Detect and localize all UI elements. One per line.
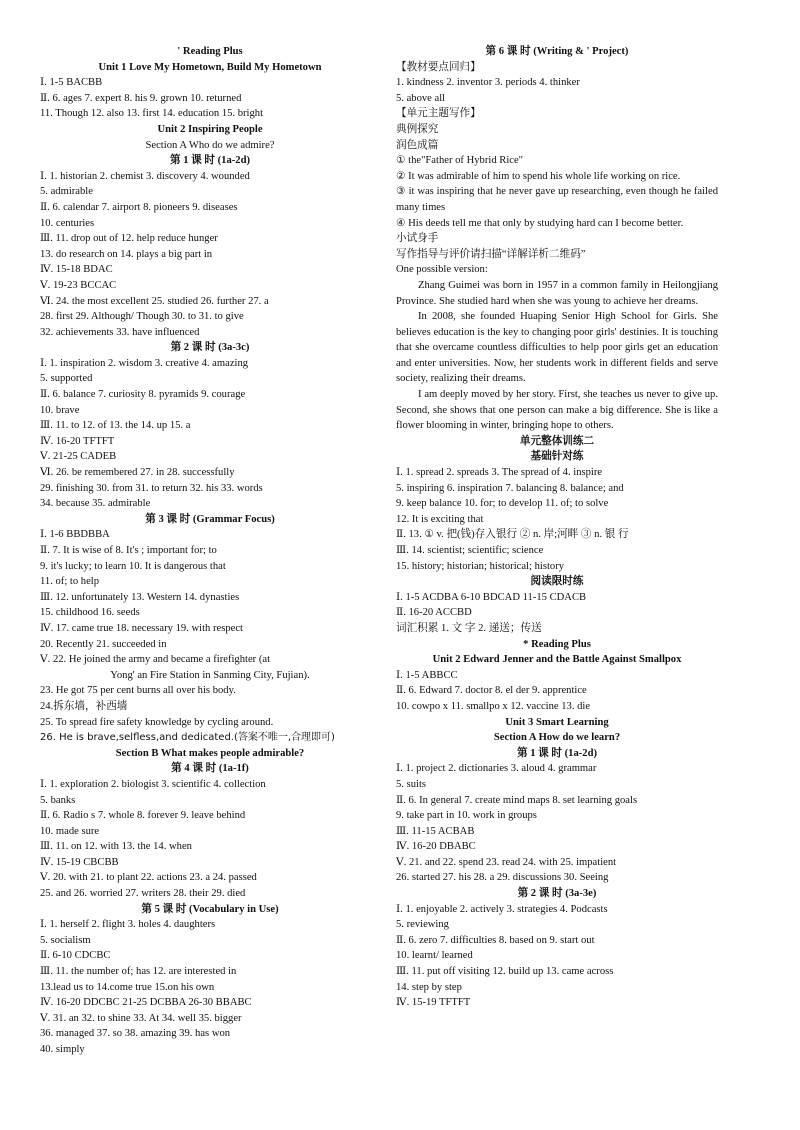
answer-line: Ⅴ. 21-25 CADEB bbox=[40, 451, 117, 463]
answer-line: Ⅰ. 1. exploration 2. biologist 3. scientific 4. collection bbox=[40, 778, 266, 790]
section-heading: * Reading Plus bbox=[523, 638, 591, 650]
answer-line: 5. admirable bbox=[40, 186, 93, 198]
answer-line: 24.拆东墙，补西墙 bbox=[40, 700, 128, 712]
answer-line: 9. keep balance 10. for; to develop 11. of; to solve bbox=[396, 498, 609, 510]
answer-line: Zhang Guimei was born in 1957 in a common family in Heilongjiang Province. She studied hard when she was young to achieve her dreams. bbox=[396, 279, 718, 307]
answer-line: 29. finishing 30. from 31. to return 32. his 33. words bbox=[40, 482, 263, 494]
answer-line: 5. above all bbox=[396, 92, 446, 104]
answer-line: Ⅱ. 6. zero 7. difficulties 8. based on 9. start out bbox=[396, 934, 595, 946]
answer-line: Ⅰ. 1. herself 2. flight 3. holes 4. daughters bbox=[40, 919, 216, 931]
answer-line: 10. learnt/ learned bbox=[396, 950, 473, 962]
answer-line: Ⅴ. 19-23 BCCAC bbox=[40, 279, 117, 291]
answer-line: Ⅰ. 1. historian 2. chemist 3. discovery 4. wounded bbox=[40, 170, 250, 182]
answer-line: Ⅲ. 14. scientist; scientific; science bbox=[396, 545, 544, 556]
answer-line: Ⅴ. 31. an 32. to shine 33. At 34. well 35. bigger bbox=[40, 1012, 242, 1024]
answer-line: Ⅱ. 6. In general 7. create mind maps 8. set learning goals bbox=[396, 794, 638, 806]
answer-line: Ⅲ. 11. on 12. with 13. the 14. when bbox=[40, 841, 192, 853]
answer-line: Ⅳ. 16-20 DBABC bbox=[396, 841, 476, 853]
answer-line: 5. reviewing bbox=[396, 919, 449, 931]
answer-line: In 2008, she founded Huaping Senior High School for Girls. She believes education is the key to changing poor girls' destinies. It is touching that she overcame countless difficulties to help poor girls get an education and enter universities. Now, her students work in different fields and serve society, realizing their dreams. bbox=[396, 311, 718, 385]
answer-line: Ⅵ. 26. be remembered 27. in 28. successfully bbox=[40, 467, 235, 479]
answer-line: Ⅴ. 22. He joined the army and became a firefighter (at bbox=[40, 654, 271, 666]
answer-line: 32. achievements 33. have influenced bbox=[40, 326, 200, 338]
section-heading: Section A How do we learn? bbox=[493, 732, 621, 744]
answer-line: 9. it's lucky; to learn 10. It is dangerous that bbox=[40, 560, 226, 572]
section-heading: 第 1 课 时 (1a-2d) bbox=[516, 747, 598, 759]
answer-line: Ⅵ. 24. the most excellent 25. studied 26. further 27. a bbox=[40, 295, 269, 307]
answer-line: 小试身手 bbox=[396, 233, 439, 245]
answer-line: ① the"Father of Hybrid Rice" bbox=[396, 155, 523, 167]
answer-line: 5. banks bbox=[40, 794, 76, 806]
answer-line: Ⅰ. 1-5 ACDBA 6-10 BDCAD 11-15 CDACB bbox=[396, 591, 587, 603]
section-heading: Unit 2 Edward Jenner and the Battle Against Smallpox bbox=[432, 654, 682, 666]
answer-line: 25. To spread fire safety knowledge by cycling around. bbox=[40, 716, 274, 728]
answer-line: 12. It is exciting that bbox=[396, 513, 484, 525]
answer-line: Ⅱ. 7. It is wise of 8. It's ; important for; to bbox=[40, 545, 217, 556]
section-heading: 第 3 课 时 (Grammar Focus) bbox=[145, 513, 275, 525]
answer-line: Ⅳ. 17. came true 18. necessary 19. with respect bbox=[40, 622, 243, 634]
answer-line: 11. of; to help bbox=[40, 576, 100, 588]
answer-line: Ⅰ. 1. enjoyable 2. actively 3. strategies 4. Podcasts bbox=[396, 903, 608, 915]
answer-line: Ⅳ. 16-20 DDCBC 21-25 DCBBA 26-30 BBABC bbox=[40, 997, 252, 1009]
section-heading: 单元整体训练二 bbox=[519, 435, 595, 447]
answer-line: Ⅱ. 6-10 CDCBC bbox=[40, 950, 111, 962]
answer-line: 10. centuries bbox=[40, 217, 95, 229]
answer-line: Ⅲ. 11. to 12. of 13. the 14. up 15. a bbox=[40, 420, 191, 432]
answer-line: Ⅰ. 1. inspiration 2. wisdom 3. creative 4. amazing bbox=[40, 357, 249, 369]
answer-line: Ⅱ. 6. calendar 7. airport 8. pioneers 9. diseases bbox=[40, 201, 238, 213]
answer-line: Ⅰ. 1. project 2. dictionaries 3. aloud 4. grammar bbox=[396, 763, 597, 775]
answer-line: Ⅴ. 21. and 22. spend 23. read 24. with 25. impatient bbox=[396, 856, 617, 868]
answer-line: Ⅳ. 15-19 CBCBB bbox=[40, 856, 119, 868]
answer-line: 15. history; historian; historical; history bbox=[396, 560, 565, 572]
answer-line: 14. step by step bbox=[396, 981, 462, 993]
right-column bbox=[396, 44, 718, 1011]
answer-line: Ⅱ. 6. Radio s 7. whole 8. forever 9. leave behind bbox=[40, 810, 246, 822]
answer-line: 9. take part in 10. work in groups bbox=[396, 810, 537, 822]
answer-line: Ⅱ. 6. ages 7. expert 8. his 9. grown 10. returned bbox=[40, 92, 242, 104]
section-heading: 第 6 课 时 (Writing & ' Project) bbox=[485, 46, 629, 57]
answer-line: Ⅰ. 1-5 ABBCC bbox=[396, 669, 458, 681]
answer-line: 13. do research on 14. plays a big part in bbox=[40, 248, 213, 260]
answer-line: Ⅰ. 1. spread 2. spreads 3. The spread of 4. inspire bbox=[396, 467, 603, 479]
answer-line: Ⅳ. 16-20 TFTFT bbox=[40, 435, 115, 447]
answer-line: Ⅲ. 11-15 ACBAB bbox=[396, 825, 475, 837]
answer-line: Yong' an Fire Station in Sanming City, Fujian). bbox=[110, 669, 310, 681]
answer-line: 润色成篇 bbox=[396, 139, 439, 151]
answer-line: Ⅱ. 6. balance 7. curiosity 8. pyramids 9. courage bbox=[40, 389, 246, 401]
answer-line: One possible version: bbox=[396, 264, 488, 276]
answer-line: 13.lead us to 14.come true 15.on his own bbox=[40, 981, 215, 993]
answer-line: Ⅳ. 15-18 BDAC bbox=[40, 264, 113, 276]
answer-line: 11. Though 12. also 13. first 14. education 15. bright bbox=[40, 108, 264, 120]
answer-line: 26. He is brave,selfless,and dedicated.(答案不唯一,合理即可) bbox=[40, 732, 335, 744]
section-heading: Unit 2 Inspiring People bbox=[157, 123, 263, 135]
answer-line: 20. Recently 21. succeeded in bbox=[40, 638, 167, 650]
answer-line: Ⅱ. 16-20 ACCBD bbox=[396, 607, 472, 619]
section-heading: 第 5 课 时 (Vocabulary in Use) bbox=[141, 903, 279, 915]
answer-line: 词汇积累 1. 文 字 2. 递送；传送 bbox=[396, 622, 542, 634]
answer-line: 25. and 26. worried 27. writers 28. their 29. died bbox=[40, 888, 246, 900]
answer-line: 23. He got 75 per cent burns all over his body. bbox=[40, 685, 236, 697]
answer-line: 5. inspiring 6. inspiration 7. balancing 8. balance; and bbox=[396, 482, 624, 494]
answer-line: ④ His deeds tell me that only by studying hard can I become better. bbox=[396, 217, 684, 229]
answer-line: 【单元主题写作】 bbox=[396, 108, 481, 120]
answer-line: 【教材要点回归】 bbox=[396, 61, 481, 73]
section-heading: Section B What makes people admirable? bbox=[115, 747, 305, 759]
answer-line: ② It was admirable of him to spend his whole life working on rice. bbox=[396, 170, 681, 182]
answer-line: 典例探究 bbox=[396, 123, 439, 135]
section-heading: Unit 1 Love My Hometown, Build My Hometown bbox=[98, 61, 322, 73]
answer-line: 40. simply bbox=[40, 1044, 85, 1055]
answer-line: 5. suits bbox=[396, 778, 427, 790]
section-heading: 阅读限时练 bbox=[530, 576, 584, 588]
answer-line: 15. childhood 16. seeds bbox=[40, 607, 140, 619]
section-heading: 基础针对练 bbox=[530, 451, 584, 463]
answer-line: Ⅲ. 11. put off visiting 12. build up 13. came across bbox=[396, 966, 614, 978]
answer-line: Ⅴ. 20. with 21. to plant 22. actions 23. a 24. passed bbox=[40, 872, 257, 884]
section-heading: 第 2 课 时 (3a-3c) bbox=[170, 342, 250, 354]
answer-line: Ⅲ. 12. unfortunately 13. Western 14. dynasties bbox=[40, 591, 240, 603]
answer-line: 10. made sure bbox=[40, 825, 100, 837]
answer-line: 5. socialism bbox=[40, 934, 91, 946]
section-heading: 第 1 课 时 (1a-2d) bbox=[169, 155, 251, 167]
section-heading: ' Reading Plus bbox=[177, 46, 243, 57]
answer-line: Section A Who do we admire? bbox=[145, 139, 275, 151]
answer-line: 28. first 29. Although/ Though 30. to 31. to give bbox=[40, 311, 244, 323]
answer-line: 36. managed 37. so 38. amazing 39. has won bbox=[40, 1028, 231, 1040]
answer-line: ③ it was inspiring that he never gave up researching, even though he failed many times bbox=[396, 186, 718, 213]
answer-line: I am deeply moved by her story. First, she teaches us never to give up. Second, she shows that one person can make a big difference. She is like a flower blooming in winter, bringing hope to others. bbox=[396, 389, 718, 432]
answer-line: 写作指导与评价请扫描“详解详析二维码” bbox=[396, 248, 586, 260]
answer-line: 26. started 27. his 28. a 29. discussions 30. Seeing bbox=[396, 872, 609, 884]
answer-line: 10. cowpo x 11. smallpo x 12. vaccine 13. die bbox=[396, 700, 591, 712]
answer-line: Ⅲ. 11. drop out of 12. help reduce hunger bbox=[40, 233, 218, 245]
section-heading: 第 4 课 时 (1a-1f) bbox=[171, 763, 249, 775]
section-heading: 第 2 课 时 (3a-3e) bbox=[517, 888, 597, 900]
left-column bbox=[40, 44, 380, 1058]
answer-line: 1. kindness 2. inventor 3. periods 4. thinker bbox=[396, 77, 580, 89]
answer-line: Ⅳ. 15-19 TFTFT bbox=[396, 997, 471, 1009]
answer-line: 5. supported bbox=[40, 373, 93, 385]
answer-line: Ⅰ. 1-6 BBDBBA bbox=[40, 529, 110, 541]
answer-line: 10. brave bbox=[40, 404, 80, 416]
answer-line: Ⅱ. 6. Edward 7. doctor 8. el der 9. apprentice bbox=[396, 685, 587, 697]
section-heading: Unit 3 Smart Learning bbox=[505, 716, 609, 728]
answer-line: 34. because 35. admirable bbox=[40, 498, 151, 510]
answer-line: Ⅰ. 1-5 BACBB bbox=[40, 77, 103, 89]
answer-line: Ⅲ. 11. the number of; has 12. are interested in bbox=[40, 966, 237, 978]
answer-line: Ⅱ. 13. ① v. 把(钱)存入银行 ② n. 岸;河畔 ③ n. 银 行 bbox=[396, 529, 629, 541]
